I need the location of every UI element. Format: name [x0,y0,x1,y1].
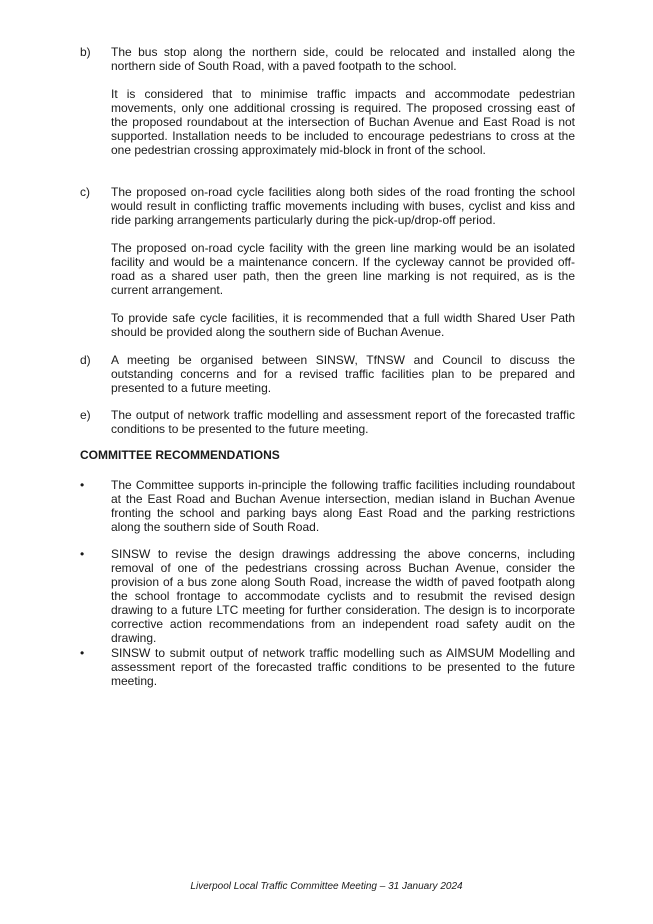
paragraph: The bus stop along the northern side, could be relocated and installed along the northern side of South Road, with a paved footpath to the school. [111,45,575,73]
list-marker: b) [80,45,91,59]
list-item-d [80,353,575,395]
paragraph: The Committee supports in-principle the following traffic facilities including roundabout at the East Road and Buchan Avenue intersection, median island in Buchan Avenue fronting the school and parking bays along East Road and the parking restrictions along the southern side of South Road. [111,478,575,534]
list-marker: e) [80,408,91,422]
section-heading: COMMITTEE RECOMMENDATIONS [80,448,280,462]
paragraph: A meeting be organised between SINSW, TfNSW and Council to discuss the outstanding concerns and for a revised traffic facilities plan to be prepared and presented to a future meeting. [111,353,575,395]
bullet-icon: • [80,547,85,561]
paragraph: The proposed on-road cycle facilities along both sides of the road fronting the school would result in conflicting traffic movements including with buses, cyclist and kiss and ride parking arrangements particularly during the pick-up/drop-off period. [111,185,575,227]
paragraph: SINSW to submit output of network traffic modelling such as AIMSUM Modelling and assessment report of the forecasted traffic conditions to be presented to the future meeting. [111,646,575,688]
list-item-c [80,185,575,339]
list-item-b [80,45,575,157]
recommendation-item [80,547,575,645]
paragraph: The proposed on-road cycle facility with the green line marking would be an isolated facility and would be a maintenance concern. If the cycleway cannot be provided off-road as a shared user path, then the green line marking is not required, as is the current arrangement. [111,241,575,297]
bullet-icon: • [80,478,85,492]
recommendation-item [80,478,575,534]
page-footer: Liverpool Local Traffic Committee Meeting – 31 January 2024 [190,881,463,892]
bullet-icon: • [80,646,85,660]
paragraph: It is considered that to minimise traffic impacts and accommodate pedestrian movements, only one additional crossing is required. The proposed crossing east of the proposed roundabout at the intersection of Buchan Avenue and East Road is not supported. Installation needs to be included to encourage pedestrians to cross at the one pedestrian crossing approximately mid-block in front of the school. [111,87,575,157]
list-item-e [80,408,575,436]
recommendation-item [80,646,575,688]
list-marker: c) [80,185,90,199]
paragraph: SINSW to revise the design drawings addressing the above concerns, including removal of one of the pedestrians crossing across Buchan Avenue, consider the provision of a bus zone along South Road, increase the width of paved footpath along the school frontage to accommodate cyclists and to resubmit the revised design drawing to a future LTC meeting for further consideration. The design is to incorporate corrective action recommendations from an independent road safety audit on the drawing. [111,547,575,645]
paragraph: The output of network traffic modelling and assessment report of the forecasted traffic conditions to be presented to the future meeting. [111,408,575,436]
list-marker: d) [80,353,91,367]
paragraph: To provide safe cycle facilities, it is recommended that a full width Shared User Path should be provided along the southern side of Buchan Avenue. [111,311,575,339]
